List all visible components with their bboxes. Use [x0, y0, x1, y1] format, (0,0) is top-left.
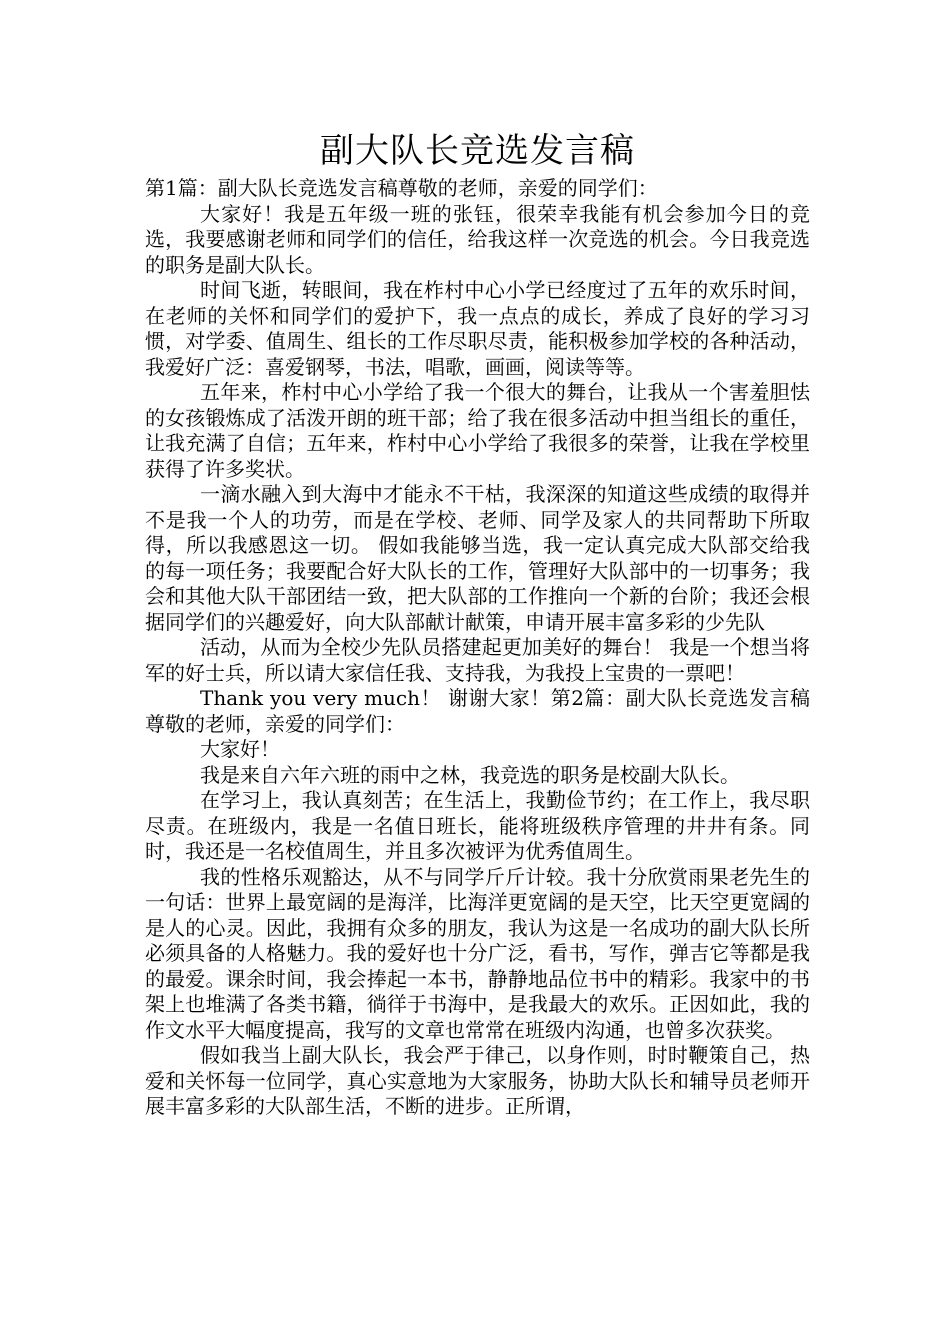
paragraph: 一滴水融入到大海中才能永不干枯，我深深的知道这些成绩的取得并不是我一个人的功劳，而是在学校、老师、同学及家人的共同帮助下所取得，所以我感恩这一切。 假如我能够当选，我一定认真完成大队部交给我的每一项任务；我要配合好大队长的工作，管理好大队部中的一切事务；我会和其他大队干部团结一致，把大队部的工作推向一个新的台阶；我还会根据同学们的兴趣爱好，向大队部献计献策，申请开展丰富多彩的少先队 — [145, 482, 810, 634]
document-page — [145, 128, 810, 1120]
paragraph: 大家好！ — [200, 737, 280, 761]
paragraph: 我的性格乐观豁达，从不与同学斤斤计较。我十分欣赏雨果老先生的一句话：世界上最宽阔的是海洋，比海洋更宽阔的是天空，比天空更宽阔的是人的心灵。因此，我拥有众多的朋友，我认为这是一名成功的副大队长所必须具备的人格魅力。我的爱好也十分广泛，看书，写作，弹吉它等都是我的最爱。课余时间，我会捧起一本书，静静地品位书中的精彩。我家中的书架上也堆满了各类书籍，徜徉于书海中，是我最大的欢乐。正因如此，我的作文水平大幅度提高，我写的文章也常常在班级内沟通，也曾多次获奖。 — [145, 864, 810, 1042]
paragraph: 时间飞逝，转眼间，我在柞村中心小学已经度过了五年的欢乐时间，在老师的关怀和同学们的爱护下，我一点点的成长，养成了良好的学习习惯，对学委、值周生、组长的工作尽职尽责，能积极参加学校的各种活动，我爱好广泛：喜爱钢琴，书法，唱歌，画画，阅读等等。 — [145, 278, 810, 379]
paragraph-heading-1: 第1篇：副大队长竞选发言稿尊敬的老师，亲爱的同学们： — [145, 176, 658, 200]
paragraph: 在学习上，我认真刻苦；在生活上，我勤俭节约；在工作上，我尽职尽责。在班级内，我是一名值日班长，能将班级秩序管理的井井有条。同时，我还是一名校值周生，并且多次被评为优秀值周生。 — [145, 788, 810, 863]
paragraph: 我是来自六年六班的雨中之林，我竞选的职务是校副大队长。 — [200, 762, 740, 787]
paragraph: 大家好！我是五年级一班的张钰，很荣幸我能有机会参加今日的竞选，我要感谢老师和同学们的信任，给我这样一次竞选的机会。今日我竞选的职务是副大队长。 — [145, 201, 810, 277]
paragraph: 活动，从而为全校少先队员搭建起更加美好的舞台！ 我是一个想当将军的好士兵，所以请大家信任我、支持我，为我投上宝贵的一票吧！ — [145, 635, 810, 685]
paragraph: 假如我当上副大队长，我会严于律己，以身作则，时时鞭策自己，热爱和关怀每一位同学，真心实意地为大家服务，协助大队长和辅导员老师开展丰富多彩的大队部生活，不断的进步。正所谓， — [145, 1043, 810, 1118]
document-title: 副大队长竞选发言稿 — [320, 131, 635, 171]
paragraph-heading-2: Thank you very much！ 谢谢大家！第2篇：副大队长竞选发言稿尊敬的老师，亲爱的同学们： — [145, 686, 810, 736]
paragraph: 五年来，柞村中心小学给了我一个很大的舞台，让我从一个害羞胆怯的女孩锻炼成了活泼开朗的班干部；给了我在很多活动中担当组长的重任，让我充满了自信；五年来，柞村中心小学给了我很多的荣誉，让我在学校里获得了许多奖状。 — [145, 380, 810, 481]
